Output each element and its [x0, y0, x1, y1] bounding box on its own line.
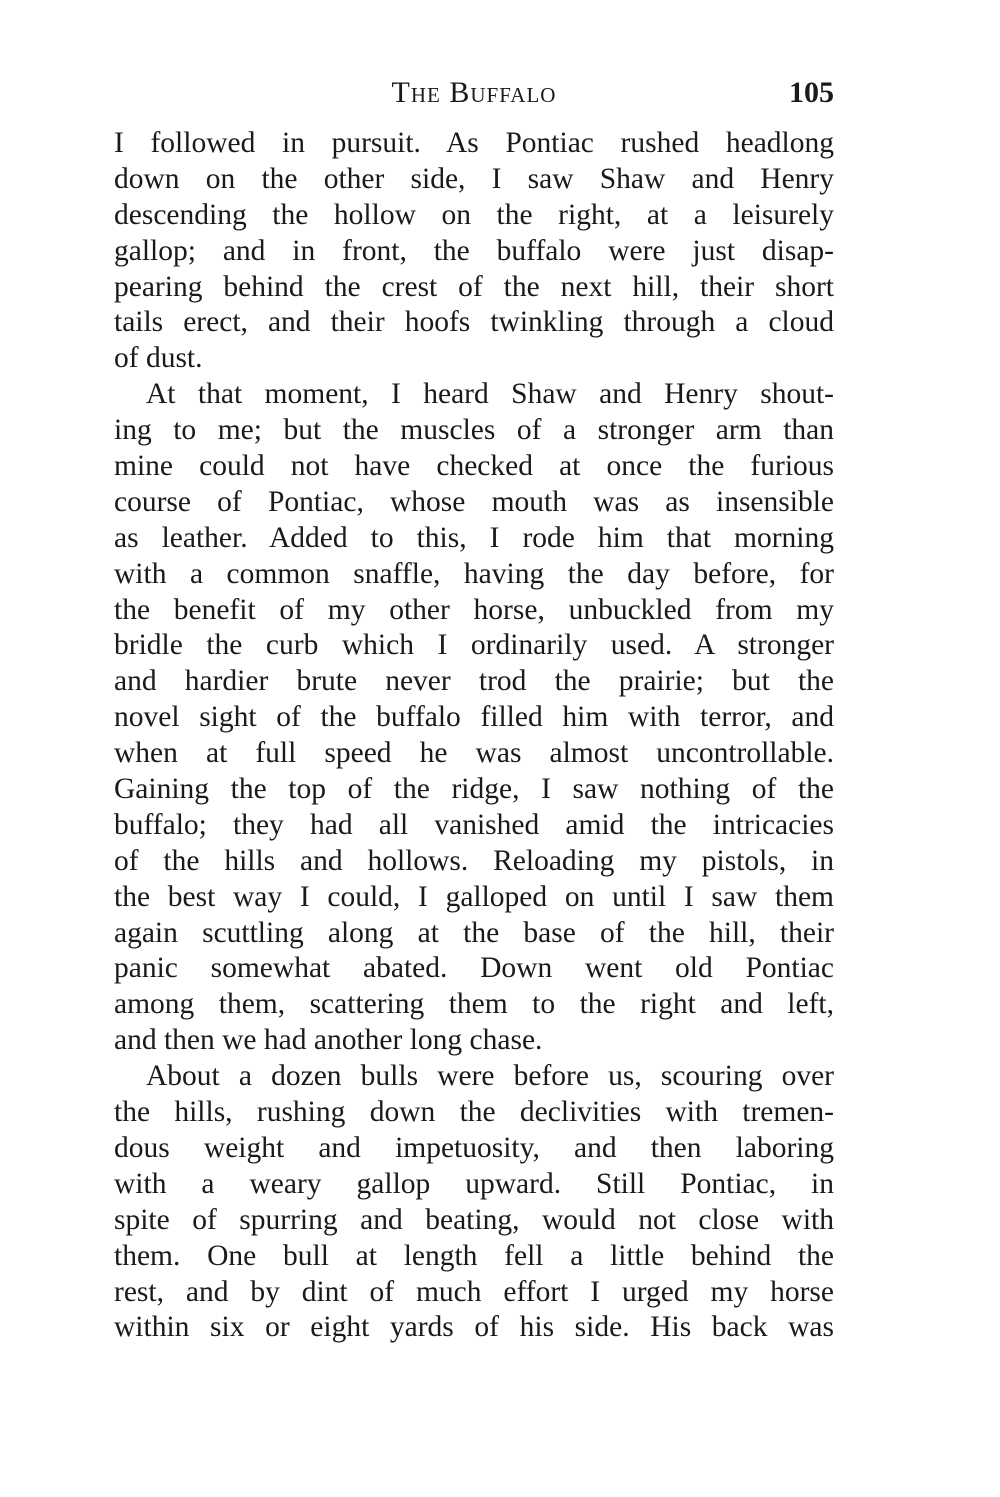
- text-line: the best way I could, I galloped on until I saw them: [114, 880, 834, 913]
- text-line: them. One bull at length fell a little behind the: [114, 1239, 834, 1272]
- text-line: when at full speed he was almost uncontrollable.: [114, 737, 834, 770]
- text-line: as leather. Added to this, I rode him that morning: [114, 521, 834, 554]
- text-line: spite of spurring and beating, would not close with: [114, 1203, 834, 1236]
- text-line: within six or eight yards of his side. His back was: [114, 1311, 834, 1344]
- text-line: Gaining the top of the ridge, I saw nothing of the: [114, 773, 834, 806]
- text-line: with a common snaffle, having the day before, for: [114, 557, 834, 590]
- text-line: mine could not have checked at once the furious: [114, 450, 834, 483]
- text-line: of dust.: [114, 342, 203, 375]
- text-line: ing to me; but the muscles of a stronger arm than: [114, 414, 834, 447]
- running-title: The Buffalo: [391, 76, 557, 109]
- text-line: course of Pontiac, whose mouth was as insensible: [114, 485, 834, 518]
- text-line: down on the other side, I saw Shaw and Henry: [114, 162, 834, 195]
- text-line: of the hills and hollows. Reloading my pistols, in: [114, 844, 834, 877]
- text-line: again scuttling along at the base of the hill, their: [114, 916, 834, 949]
- text-line: buffalo; they had all vanished amid the intricacies: [114, 808, 834, 841]
- text-line: I followed in pursuit. As Pontiac rushed headlong: [114, 127, 834, 159]
- text-line: descending the hollow on the right, at a leisurely: [114, 198, 834, 231]
- text-line: and hardier brute never trod the prairie; but the: [114, 665, 834, 698]
- running-head: [114, 72, 834, 114]
- text-line: At that moment, I heard Shaw and Henry shout-: [146, 378, 834, 411]
- body-text: [114, 126, 834, 1346]
- text-line: gallop; and in front, the buffalo were just disap-: [114, 234, 834, 267]
- text-line: the benefit of my other horse, unbuckled from my: [114, 593, 834, 626]
- text-line: About a dozen bulls were before us, scouring over: [146, 1060, 834, 1093]
- text-line: pearing behind the crest of the next hill, their short: [114, 270, 834, 303]
- text-line: and then we had another long chase.: [114, 1024, 543, 1057]
- text-line: novel sight of the buffalo filled him with terror, and: [114, 701, 834, 734]
- page-number: 105: [789, 76, 834, 109]
- text-line: tails erect, and their hoofs twinkling through a cloud: [114, 306, 834, 339]
- text-line: panic somewhat abated. Down went old Pontiac: [114, 952, 834, 985]
- text-line: with a weary gallop upward. Still Pontiac, in: [114, 1167, 834, 1200]
- text-line: the hills, rushing down the declivities with tremen-: [114, 1096, 834, 1129]
- text-line: dous weight and impetuosity, and then laboring: [114, 1131, 834, 1164]
- text-line: rest, and by dint of much effort I urged my horse: [114, 1275, 834, 1308]
- text-line: bridle the curb which I ordinarily used. A stronger: [114, 629, 834, 662]
- text-line: among them, scattering them to the right and left,: [114, 988, 834, 1021]
